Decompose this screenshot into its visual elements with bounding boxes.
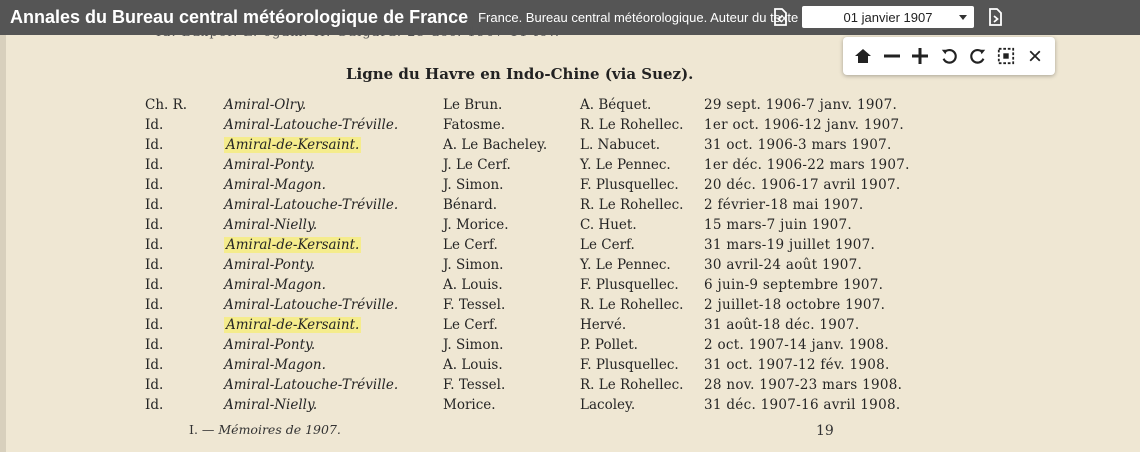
second-name: F. Plusquellec. (580, 357, 679, 373)
row-type: Id. (145, 157, 164, 173)
voyage-dates: 28 nov. 1907-23 mars 1908. (704, 377, 903, 393)
ship-name: Amiral-Ponty. (224, 157, 316, 173)
captain-name: J. Le Cerf. (443, 157, 511, 173)
ship-name: Amiral-Latouche-Tréville. (224, 197, 399, 213)
voyage-dates: 2 oct. 1907-14 janv. 1908. (704, 337, 889, 353)
footer-italic: Mémoires de 1907. (218, 422, 341, 437)
second-name: Hervé. (580, 317, 627, 333)
captain-name: J. Simon. (443, 337, 504, 353)
voyage-dates: 15 mars-7 juin 1907. (704, 217, 852, 233)
captain-name: Morice. (443, 397, 496, 413)
rotate-left-icon[interactable] (937, 44, 961, 68)
voyage-dates: 1er oct. 1906-12 janv. 1907. (704, 117, 904, 133)
second-name: R. Le Rohellec. (580, 197, 684, 213)
row-type: Id. (145, 137, 164, 153)
second-name: L. Nabucet. (580, 137, 661, 153)
ship-name: Amiral-Magon. (224, 277, 326, 293)
document-page (6, 25, 1140, 452)
captain-name: J. Morice. (443, 217, 509, 233)
ship-name: Amiral-Ponty. (224, 257, 316, 273)
second-name: C. Huet. (580, 217, 637, 233)
voyage-dates: 20 déc. 1906-17 avril 1907. (704, 177, 901, 193)
captain-name: Fatosme. (443, 117, 506, 133)
row-type: Id. (145, 237, 164, 253)
voyage-dates: 31 mars-19 juillet 1907. (704, 237, 876, 253)
captain-name: F. Tessel. (443, 377, 506, 393)
voyage-dates: 31 oct. 1907-12 fév. 1908. (704, 357, 890, 373)
page-number: 19 (816, 423, 834, 439)
zoom-in-icon[interactable] (908, 44, 932, 68)
second-name: A. Béquet. (580, 97, 652, 113)
second-name: R. Le Rohellec. (580, 297, 684, 313)
close-icon[interactable] (1023, 44, 1047, 68)
ship-name: Amiral-Nielly. (224, 397, 318, 413)
second-name: Y. Le Pennec. (580, 257, 671, 273)
captain-name: A. Louis. (443, 357, 503, 373)
row-type: Id. (145, 117, 164, 133)
row-type: Id. (145, 297, 164, 313)
captain-name: J. Simon. (443, 257, 504, 273)
row-type: Id. (145, 317, 164, 333)
second-name: R. Le Rohellec. (580, 377, 684, 393)
captain-name: J. Simon. (443, 177, 504, 193)
captain-name: Le Cerf. (443, 237, 498, 253)
second-name: Le Cerf. (580, 237, 635, 253)
captain-name: Le Brun. (443, 97, 503, 113)
second-name: Lacoley. (580, 397, 636, 413)
document-title[interactable]: Annales du Bureau central météorologique de France (10, 7, 469, 27)
fit-selection-icon[interactable] (994, 44, 1018, 68)
ship-name: Amiral-Nielly. (224, 217, 318, 233)
voyage-dates: 31 oct. 1906-3 mars 1907. (704, 137, 892, 153)
second-name: P. Pollet. (580, 337, 638, 353)
zoom-out-icon[interactable] (880, 44, 904, 68)
row-type: Id. (145, 257, 164, 273)
voyage-dates: 29 sept. 1906-7 janv. 1907. (704, 97, 898, 113)
captain-name: Le Cerf. (443, 317, 498, 333)
captain-name: A. Le Bacheley. (443, 137, 548, 153)
viewer-toolbar (843, 37, 1055, 75)
ship-name: Amiral-Ponty. (224, 337, 316, 353)
rotate-right-icon[interactable] (966, 44, 990, 68)
row-type: Id. (145, 377, 164, 393)
captain-name: Bénard. (443, 197, 498, 213)
ship-name: Amiral-Latouche-Tréville. (224, 117, 399, 133)
clipped-row-text: Id. Baxper. L. ogam. H. Guigard. 25 déc. 1907-11 fév. (156, 25, 561, 40)
voyage-dates: 30 avril-24 août 1907. (704, 257, 863, 273)
ship-name: Amiral-Magon. (224, 177, 326, 193)
row-type: Id. (145, 217, 164, 233)
date-select[interactable] (802, 6, 974, 28)
previous-page-icon[interactable] (769, 6, 791, 28)
row-type: Id. (145, 277, 164, 293)
voyage-dates: 31 déc. 1907-16 avril 1908. (704, 397, 901, 413)
row-type: Id. (145, 357, 164, 373)
ship-name: Amiral-de-Kersaint. (226, 137, 360, 153)
voyage-dates: 1er déc. 1906-22 mars 1907. (704, 157, 910, 173)
next-page-icon[interactable] (984, 6, 1006, 28)
footer-prefix: I. — (189, 422, 215, 437)
chevron-down-icon (959, 15, 967, 20)
row-type: Ch. R. (145, 97, 188, 113)
footer-note (189, 422, 341, 437)
row-type: Id. (145, 337, 164, 353)
row-type: Id. (145, 177, 164, 193)
row-type: Id. (145, 197, 164, 213)
voyage-dates: 2 juillet-18 octobre 1907. (704, 297, 886, 313)
home-icon[interactable] (851, 44, 875, 68)
captain-name: F. Tessel. (443, 297, 506, 313)
row-type: Id. (145, 397, 164, 413)
second-name: F. Plusquellec. (580, 177, 679, 193)
captain-name: A. Louis. (443, 277, 503, 293)
ship-name: Amiral-de-Kersaint. (226, 317, 360, 333)
document-author[interactable]: France. Bureau central météorologique. Auteur du texte (478, 10, 799, 25)
date-select-value: 01 janvier 1907 (843, 9, 933, 25)
voyage-dates: 2 février-18 mai 1907. (704, 197, 864, 213)
ship-name: Amiral-Magon. (224, 357, 326, 373)
ship-name: Amiral-Olry. (224, 97, 307, 113)
voyage-dates: 6 juin-9 septembre 1907. (704, 277, 884, 293)
voyage-dates: 31 août-18 déc. 1907. (704, 317, 860, 333)
second-name: F. Plusquellec. (580, 277, 679, 293)
ship-name: Amiral-Latouche-Tréville. (224, 377, 399, 393)
table-heading: Ligne du Havre en Indo-Chine (via Suez). (346, 65, 694, 83)
second-name: R. Le Rohellec. (580, 117, 684, 133)
ship-name: Amiral-Latouche-Tréville. (224, 297, 399, 313)
ship-name: Amiral-de-Kersaint. (226, 237, 360, 253)
second-name: Y. Le Pennec. (580, 157, 671, 173)
